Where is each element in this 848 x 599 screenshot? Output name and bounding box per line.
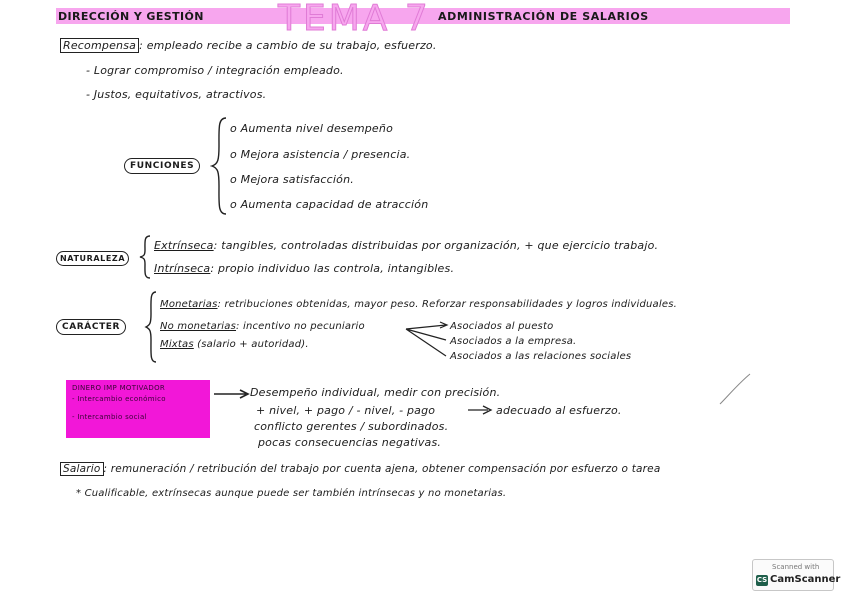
monetarias-line: [160, 298, 677, 311]
salario-definition: [60, 462, 660, 476]
subject-title: DIRECCIÓN Y GESTIÓN: [58, 10, 204, 23]
dinero-box-title: DINERO IMP MOTIVADOR: [72, 384, 166, 392]
dinero-line: adecuado al esfuerzo.: [496, 404, 622, 417]
extrinseca-text: : tangibles, controladas distribuidas por organización, + que ejercicio trabajo.: [213, 239, 659, 252]
dinero-line: Desempeño individual, medir con precisión.: [250, 386, 501, 399]
no-monetarias-term: No monetarias: [160, 321, 237, 332]
intrinseca-term: Intrínseca: [154, 262, 211, 275]
badge-caption: Scanned with: [772, 563, 820, 571]
funciones-item: o Mejora satisfacción.: [230, 173, 354, 186]
dinero-box-item: - Intercambio social: [72, 413, 147, 421]
no-monetarias-line: [160, 320, 365, 333]
asociados-arrows: [404, 320, 450, 362]
intrinseca-text: : propio individuo las controla, intangibles.: [210, 262, 455, 275]
dinero-line: pocas consecuencias negativas.: [258, 436, 442, 449]
dinero-line: conflicto gerentes / subordinados.: [254, 420, 449, 433]
asociados-item: Asociados al puesto: [450, 321, 554, 332]
funciones-brace: [210, 116, 230, 216]
naturaleza-brace: [138, 234, 152, 280]
asociados-item: Asociados a la empresa.: [450, 336, 577, 347]
funciones-bubble: FUNCIONES: [124, 158, 200, 174]
caracter-bubble: CARÁCTER: [56, 319, 126, 335]
mixtas-text: (salario + autoridad).: [193, 339, 309, 350]
topic-title: TEMA 7: [278, 0, 431, 39]
section-title: ADMINISTRACIÓN DE SALARIOS: [438, 10, 649, 23]
salario-note: * Cualificable, extrínsecas aunque puede ser también intrínsecas y no monetarias.: [76, 488, 507, 499]
recompensa-bullet: - Justos, equitativos, atractivos.: [86, 88, 267, 101]
dinero-arrow: [212, 388, 252, 400]
funciones-item: o Aumenta nivel desempeño: [230, 122, 394, 135]
camscanner-logo-icon: CS: [756, 576, 768, 584]
badge-brand: CamScanner: [770, 574, 841, 585]
mixtas-term: Mixtas: [160, 339, 194, 350]
funciones-item: o Mejora asistencia / presencia.: [230, 148, 411, 161]
caracter-brace: [144, 290, 158, 364]
naturaleza-bubble: NATURALEZA: [56, 251, 129, 266]
recompensa-definition: [60, 39, 437, 53]
mixtas-line: [160, 338, 309, 351]
dinero-line: + nivel, + pago / - nivel, - pago: [256, 404, 436, 417]
funciones-item: o Aumenta capacidad de atracción: [230, 198, 429, 211]
extrinseca-line: [154, 239, 658, 253]
camscanner-badge: [752, 559, 841, 591]
monetarias-text: : retribuciones obtenidas, mayor peso. Reforzar responsabilidades y logros individuales.: [217, 299, 677, 310]
recompensa-text: : empleado recibe a cambio de su trabajo, esfuerzo.: [139, 39, 437, 52]
pen-stroke-mark: [718, 370, 754, 406]
salario-text: : remuneración / retribución del trabajo por cuenta ajena, obtener compensación por esfuerzo o tarea: [103, 463, 661, 475]
intrinseca-line: [154, 262, 454, 276]
dinero-box-item: - Intercambio económico: [72, 395, 166, 403]
salario-term: Salario: [60, 462, 104, 476]
recompensa-term: Recompensa: [60, 38, 139, 53]
adecuado-arrow: [466, 404, 496, 416]
asociados-item: Asociados a las relaciones sociales: [450, 351, 632, 362]
no-monetarias-text: : incentivo no pecuniario: [236, 321, 365, 332]
recompensa-bullet: - Lograr compromiso / integración empleado.: [86, 64, 344, 77]
extrinseca-term: Extrínseca: [154, 239, 214, 252]
monetarias-term: Monetarias: [160, 299, 218, 310]
dinero-highlight-box: [66, 380, 210, 438]
